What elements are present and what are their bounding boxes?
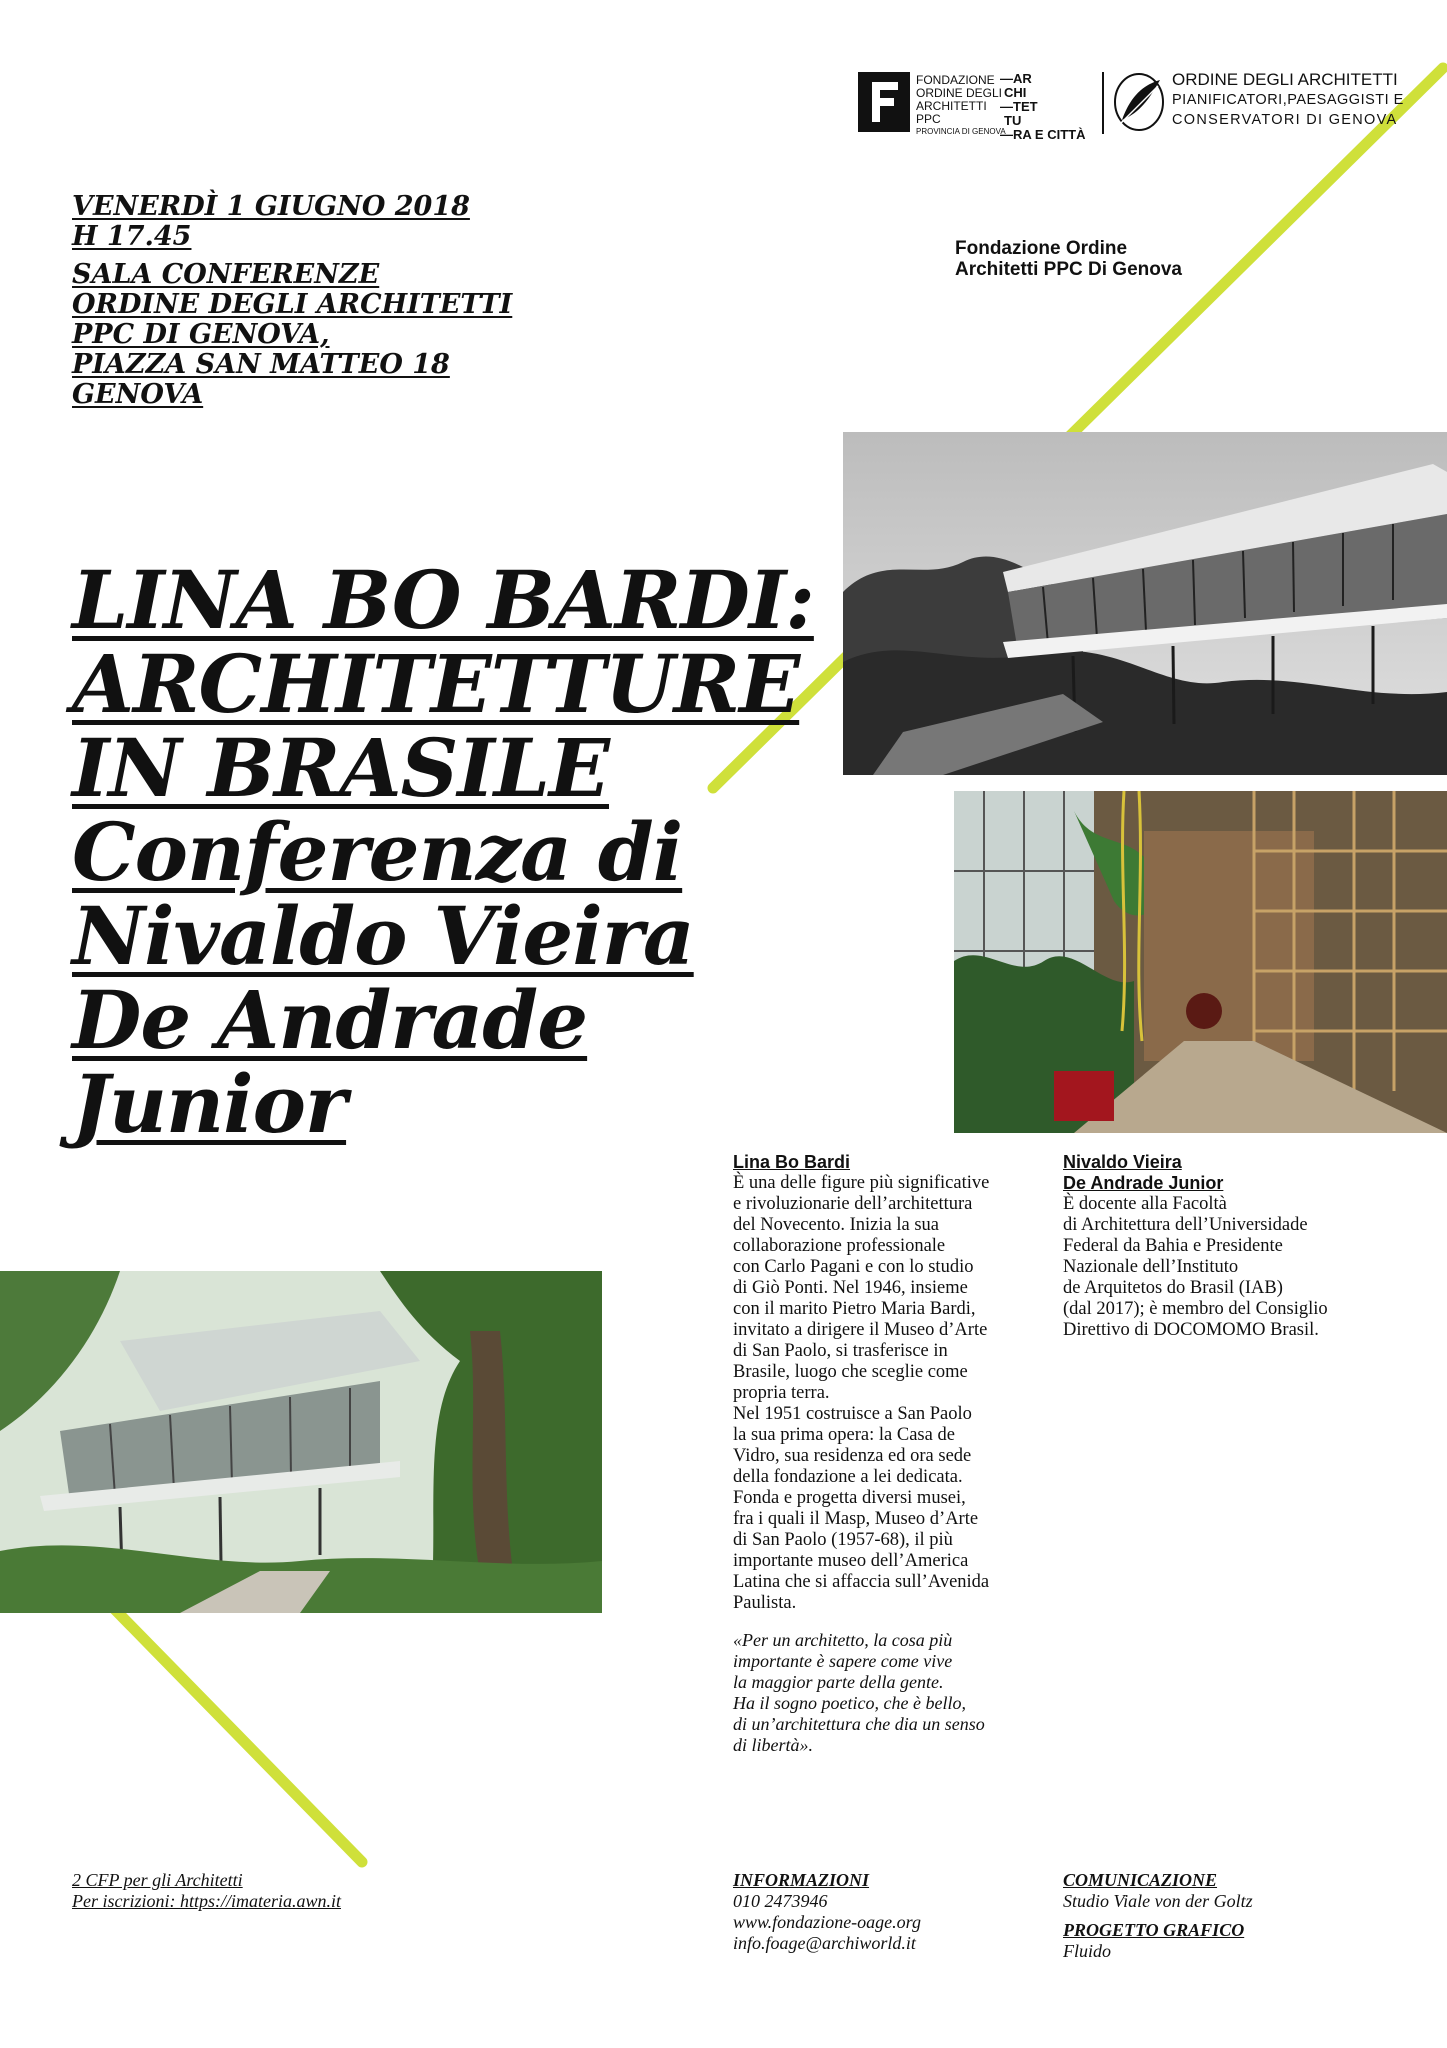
bio-heading: Nivaldo Vieira De Andrade Junior [1063, 1152, 1224, 1193]
venue-line: SALA CONFERENZE [72, 259, 380, 290]
info-website[interactable]: www.fondazione-oage.org [733, 1912, 921, 1932]
footer-info [733, 1870, 1033, 1954]
venue-line: PIAZZA SAN MATTEO 18 [72, 349, 450, 380]
event-info [72, 192, 572, 410]
comm-heading: COMUNICAZIONE [1063, 1870, 1218, 1890]
title-line: LINA BO BARDI: [72, 553, 814, 647]
design-heading: PROGETTO GRAFICO [1063, 1920, 1245, 1940]
page-title [72, 553, 872, 1151]
logo-architettura-citta: —AR CHI —TET TU —RA E CITTÀ [1000, 71, 1086, 142]
comm-value: Studio Viale von der Goltz [1063, 1891, 1253, 1911]
venue-line: GENOVA [72, 379, 204, 410]
organizer-name: Fondazione Ordine Architetti PPC Di Genova [955, 238, 1182, 280]
glass-house-color-photo [0, 1271, 602, 1613]
ordine-leaf-icon [1112, 72, 1166, 132]
bio-text: È docente alla Facoltà di Architettura dell’Universidade Federal da Bahia e Presidente Nazionale dell’Instituto de Arquitetos do Brasil (IAB) (dal 2017); è membro del Consiglio Direttivo di DOCOMOMO Brasil. [1063, 1194, 1328, 1340]
subtitle-line: De Andrade Junior [72, 973, 588, 1151]
info-heading: INFORMAZIONI [733, 1870, 870, 1890]
registration-link[interactable]: Per iscrizioni: https://imateria.awn.it [72, 1891, 341, 1911]
bio-lina-bo-bardi [733, 1152, 1053, 1756]
venue-line: PPC DI GENOVA, [72, 319, 330, 350]
event-time: H 17.45 [72, 221, 192, 252]
bio-nivaldo-vieira [1063, 1152, 1393, 1341]
title-line: ARCHITETTURE [72, 637, 800, 731]
venue-line: ORDINE DEGLI ARCHITETTI [72, 289, 513, 320]
subtitle-line: Nivaldo Vieira [72, 889, 694, 983]
cfp-text: 2 CFP per gli Architetti [72, 1870, 243, 1890]
footer-cfp [72, 1870, 492, 1912]
fondazione-mark-icon [858, 72, 910, 132]
bio-text: È una delle figure più significative e rivoluzionarie dell’architettura del Novecento. Inizia la sua collaborazione professionale con Carlo Pagani e con lo studio di Giò Ponti. Nel 1946, insieme con il marito Pietro Maria Bardi, invitato a dirigere il Museo d’Arte di San Paolo, si trasferisce in Brasile, luogo che sceglie come propria terra. Nel 1951 costruisce a San Paolo la sua prima opera: la Casa de Vidro, sua residenza ed ora sede della fondazione a lei dedicata. Fonda e progetta diversi musei, fra i quali il Masp, Museo d’Arte di San Paolo (1957-68), il più importante museo dell’America Latina che si affaccia sull’Avenida Paulista. [733, 1173, 990, 1613]
theatre-interior-photo [954, 791, 1447, 1133]
quote: «Per un architetto, la cosa più importante è sapere come vive la maggior parte della gente. Ha il sogno poetico, che è bello, di un’architettura che dia un senso di libertà». [733, 1630, 985, 1755]
glass-house-bw-photo [843, 432, 1447, 775]
info-email[interactable]: info.foage@archiworld.it [733, 1933, 916, 1953]
info-phone[interactable]: 010 2473946 [733, 1891, 828, 1911]
event-date: VENERDÌ 1 GIUGNO 2018 [72, 191, 470, 222]
bio-heading: Lina Bo Bardi [733, 1152, 851, 1172]
footer-credits [1063, 1870, 1403, 1962]
logo-ordine: ORDINE DEGLI ARCHITETTI PIANIFICATORI,PAESAGGISTI E CONSERVATORI DI GENOVA [1112, 70, 1412, 134]
subtitle-line: Conferenza di [72, 805, 683, 899]
logo-divider [1102, 72, 1104, 134]
logo-fondazione: FONDAZIONE ORDINE DEGLI ARCHITETTI PPC PROVINCIA DI GENOVA [858, 72, 998, 132]
design-value: Fluido [1063, 1941, 1111, 1961]
title-line: IN BRASILE [72, 721, 609, 815]
